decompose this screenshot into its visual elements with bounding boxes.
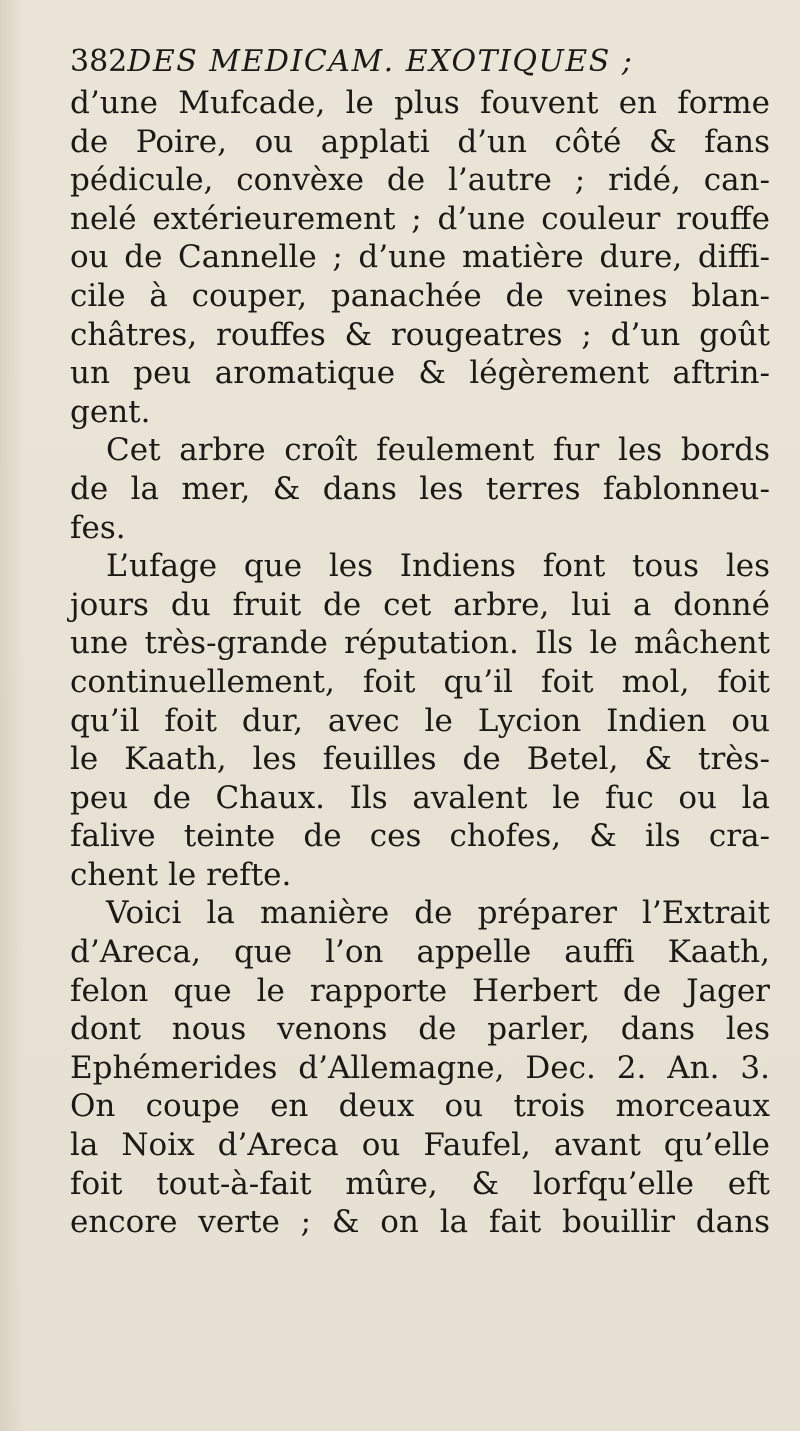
text-line: jours du fruit de cet arbre, lui a donné: [70, 586, 770, 623]
text-line: felon que le rapporte Herbert de Jager: [70, 972, 770, 1009]
text-line: pédicule, convèxe de l’autre ; ridé, can-: [70, 162, 770, 199]
paragraph-start-line: Voici la manière de préparer l’Extrait: [106, 895, 770, 932]
text-line: chent le refte.: [70, 856, 292, 893]
text-line: qu’il foit dur, avec le Lycion Indien ou: [70, 702, 770, 739]
text-line: la Noix d’Areca ou Faufel, avant qu’elle: [70, 1127, 770, 1164]
text-line: un peu aromatique & légèrement aftrin-: [70, 355, 770, 392]
text-line: de Poire, ou applati d’un côté & fans: [70, 123, 770, 160]
text-line: d’une Mufcade, le plus fouvent en forme: [70, 85, 770, 121]
paragraph-start-line: Cet arbre croît feulement fur les bords: [106, 432, 770, 469]
body-text: [70, 84, 770, 1242]
text-line: On coupe en deux ou trois morceaux: [70, 1088, 770, 1125]
text-line: dont nous venons de parler, dans les: [70, 1011, 770, 1048]
text-line: de la mer, & dans les terres fablonneu-: [70, 470, 770, 507]
text-line: gent.: [70, 393, 151, 430]
text-line: encore verte ; & on la fait bouillir dans: [70, 1204, 770, 1241]
text-line: châtres, rouffes & rougeatres ; d’un goût: [70, 316, 770, 353]
page-number: 382: [70, 44, 128, 79]
text-line: cile à couper, panachée de veines blan-: [70, 277, 770, 314]
text-line: une très-grande réputation. Ils le mâchent: [70, 625, 770, 662]
text-line: fes.: [70, 509, 126, 546]
text-line: le Kaath, les feuilles de Betel, & très-: [70, 741, 770, 778]
text-line: nelé extérieurement ; d’une couleur rouffe: [70, 200, 770, 237]
page-gutter-shadow: [0, 0, 24, 1431]
text-line: d’Areca, que l’on appelle auffi Kaath,: [70, 934, 770, 971]
running-header: [70, 44, 770, 79]
text-line: Ephémerides d’Allemagne, Dec. 2. An. 3.: [70, 1049, 770, 1086]
text-line: ou de Cannelle ; d’une matière dure, diffi-: [70, 239, 770, 276]
text-line: peu de Chaux. Ils avalent le fuc ou la: [70, 779, 770, 816]
text-line: foit tout-à-fait mûre, & lorfqu’elle eft: [70, 1165, 770, 1202]
running-title: DES MEDICAM. EXOTIQUES ;: [127, 44, 634, 79]
paragraph-start-line: L’ufage que les Indiens font tous les: [106, 548, 770, 585]
text-line: falive teinte de ces chofes, & ils cra-: [70, 818, 770, 855]
text-line: continuellement, foit qu’il foit mol, foit: [70, 663, 770, 700]
